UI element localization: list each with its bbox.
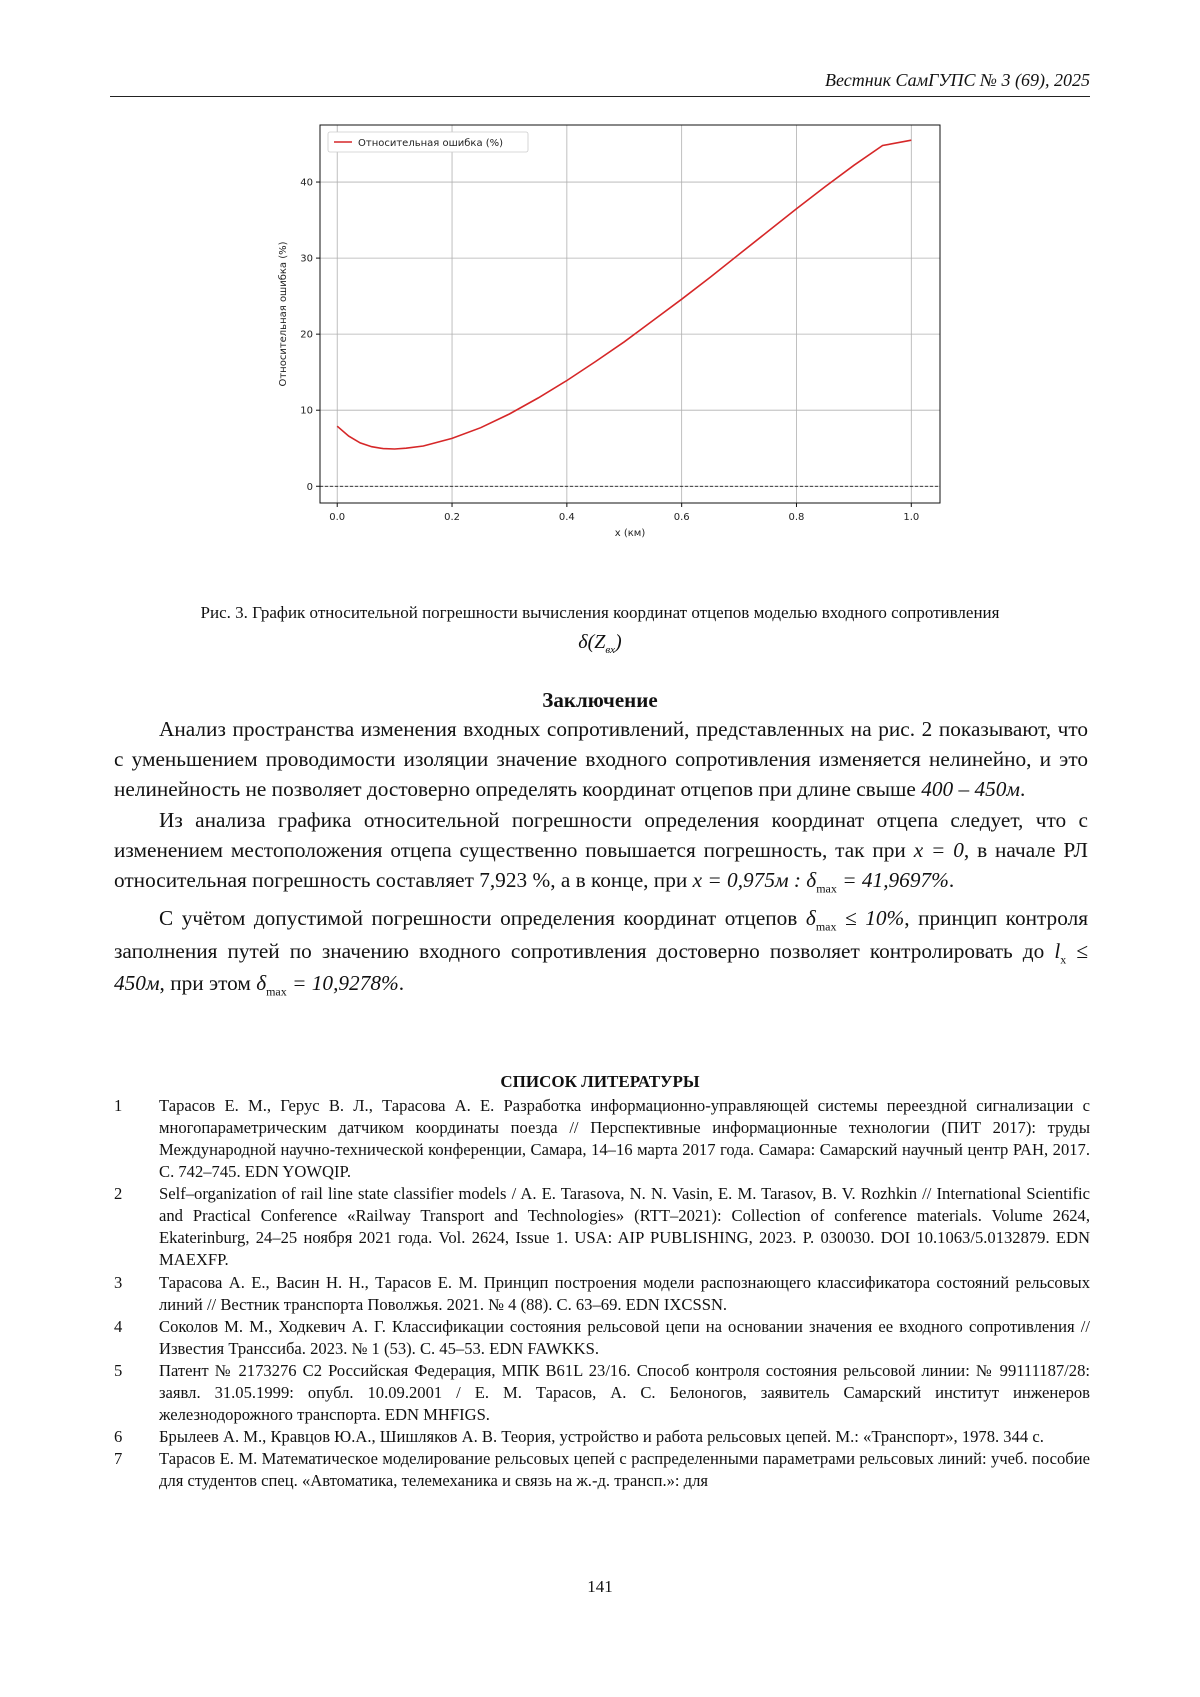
caption-formula-end: ): [615, 630, 622, 653]
references-list: [114, 1095, 1090, 1492]
journal-header: [110, 70, 1090, 97]
y-axis-label: Относительная ошибка (%): [278, 241, 289, 387]
y-tick-label: 40: [300, 177, 313, 189]
p2-end: .: [948, 868, 955, 893]
reference-text: Тарасов Е. М. Математическое моделирование рельсовых цепей с распределенными параметрами рельсовых линий: учеб. пособие для студентов спец. «Автоматика, телемеханика и связь на ж.-д. трансп.»: для: [159, 1449, 1090, 1491]
reference-text: Тарасов Е. М., Герус В. Л., Тарасова А. Е. Разработка информационно-управляющей системы переездной сигнализации с многопараметрическим датчиком координаты поезда // Перспективные информационные технологии (ПИТ 2017): труды Международной научно-технической конференции, Самара, 14–16 марта 2017 года. Самара: Самарский научный центр РАН, 2017. С. 742–745. EDN YOWQIP.: [159, 1096, 1090, 1182]
y-tick-label: 20: [300, 329, 313, 341]
p2-math-2-sub: max: [816, 881, 837, 896]
p3-math-2-main: l: [1054, 938, 1061, 963]
caption-formula: [110, 629, 1090, 658]
reference-text: Тарасова А. Е., Васин Н. Н., Тарасов Е. М. Принцип построения модели распознающего классификатора состояний рельсовых линий // Вестник транспорта Поволжья. 2021. № 4 (88). С. 63–69. EDN IXCSSN.: [159, 1272, 1090, 1314]
p1-end: .: [1020, 777, 1026, 802]
p3-math-3-main: δ: [256, 971, 267, 996]
reference-item: [114, 1360, 1090, 1426]
reference-item: [114, 1183, 1090, 1271]
x-tick-label: 0.8: [788, 512, 805, 523]
figure-3: [255, 120, 975, 590]
y-tick-label: 10: [300, 405, 313, 417]
x-tick-label: 0.4: [558, 512, 575, 523]
x-tick-label: 0.2: [444, 512, 460, 523]
reference-number: 2: [114, 1184, 123, 1204]
p3-math-1-end: ≤ 10%: [836, 906, 905, 931]
p1-math: 400 – 450м: [921, 777, 1020, 802]
x-axis-label: x (км): [614, 528, 646, 539]
reference-number: 5: [114, 1360, 123, 1380]
p3-text-b: , принцип контроля заполнения путей по значению входного сопротивления достоверно позволяет контролировать до: [114, 906, 1088, 963]
p3-math-1-main: δ: [805, 906, 816, 931]
journal-title: Вестник СамГУПС № 3 (69), 2025: [824, 70, 1090, 90]
p3-math-3-end: = 10,9278%: [286, 971, 399, 996]
p3-end: .: [398, 971, 405, 996]
p1-text: Анализ пространства изменения входных сопротивлений, представленных на рис. 2 показывают, что с уменьшением проводимости изоляции значение входного сопротивления изменяется нелинейно, и это нелинейность не позволяет достоверно определять координат отцепов при длине свыше: [114, 717, 1088, 802]
reference-item: [114, 1272, 1090, 1316]
x-tick-label: 0.6: [673, 512, 690, 523]
p3-math-1-sub: max: [815, 919, 837, 934]
reference-number: 4: [114, 1316, 123, 1336]
p3-text-c: , при этом: [159, 971, 251, 996]
p3-math-2-end: ≤ 450м: [114, 938, 1088, 996]
reference-text: Брылеев А. М., Кравцов Ю.А., Шишляков А. В. Теория, устройство и работа рельсовых цепей. М.: «Транспорт», 1978. 344 с.: [159, 1426, 1044, 1446]
reference-number: 3: [114, 1272, 123, 1292]
reference-number: 7: [114, 1449, 123, 1468]
p3-math-3: [256, 971, 399, 999]
p2-math-2-end: = 41,9697%: [836, 868, 949, 893]
reference-item: [114, 1426, 1090, 1448]
x-tick-label: 1.0: [903, 512, 920, 523]
p3-math-3-sub: max: [266, 984, 287, 999]
reference-number: 1: [114, 1096, 123, 1115]
y-tick-label: 30: [300, 253, 313, 265]
reference-text: Соколов М. М., Ходкевич А. Г. Классификации состояния рельсовой цепи на основании значения ее входного сопротивления // Известия Транссиба. 2023. № 1 (53). С. 45–53. EDN FAWKKS.: [159, 1316, 1090, 1358]
reference-text: Патент № 2173276 C2 Российская Федерация, МПК B61L 23/16. Способ контроля состояния рельсовой линии: № 99111187/28: заявл. 31.05.1999: опубл. 10.09.2001 / Е. М. Тарасов, А. С. Белоногов, заявитель Самарский институт инженеров железнодорожного транспорта. EDN MHFIGS.: [159, 1360, 1090, 1424]
p2-text-b: , в начале РЛ относительная погрешность составляет 7,923 %, а в конце, при: [114, 837, 1089, 893]
legend-label: Относительная ошибка (%): [358, 138, 504, 149]
p2-math-2: [692, 868, 949, 896]
p3-math-1: [805, 906, 905, 934]
reference-item: [114, 1095, 1090, 1183]
p2-text-a: Из анализа графика относительной погрешности определения координат отцепа следует, что с изменением местоположения отцепа существенно повышается погрешность, так при: [114, 807, 1088, 862]
figure-caption: [110, 602, 1090, 658]
caption-formula-sub: вх: [605, 643, 616, 656]
error-chart: [255, 120, 975, 550]
caption-text: Рис. 3. График относительной погрешности вычисления координат отцепов моделью входного сопротивления: [200, 603, 1000, 622]
p2-math-1: x = 0: [913, 837, 964, 862]
reference-item: [114, 1448, 1090, 1492]
reference-item: [114, 1316, 1090, 1360]
paragraph-3: [114, 903, 1088, 1000]
series-line: [337, 140, 911, 449]
p3-text-a: С учётом допустимой погрешности определения координат отцепов: [159, 906, 798, 931]
paragraph-1: [114, 714, 1088, 805]
references-title: СПИСОК ЛИТЕРАТУРЫ: [500, 1072, 700, 1091]
p3-math-2-sub: x: [1060, 951, 1067, 966]
section-title: Заключение: [542, 688, 658, 712]
p2-math-2-main: x = 0,975м : δ: [692, 868, 817, 893]
page-number: 141: [587, 1577, 613, 1596]
y-tick-label: 0: [306, 481, 313, 493]
reference-text: Self–organization of rail line state classifier models / A. E. Tarasova, N. N. Vasin, E. M. Tarasov, B. V. Rozhkin // International Scientific and Practical Conference «Railway Transport and Technologies» (RTT–2021): Collection of conference materials. Volume 2624, Ekaterinburg, 24–25 ноября 2021 года. Vol. 2624, Issue 1. USA: AIP PUBLISHING, 2023. P. 030030. DOI 10.1063/5.0132879. EDN MAEXFP.: [159, 1184, 1090, 1270]
caption-formula-main: δ(Z: [578, 630, 606, 653]
conclusion-text: [114, 714, 1088, 1000]
reference-number: 6: [114, 1426, 123, 1446]
x-tick-label: 0.0: [329, 512, 346, 523]
paragraph-2: [114, 805, 1088, 898]
